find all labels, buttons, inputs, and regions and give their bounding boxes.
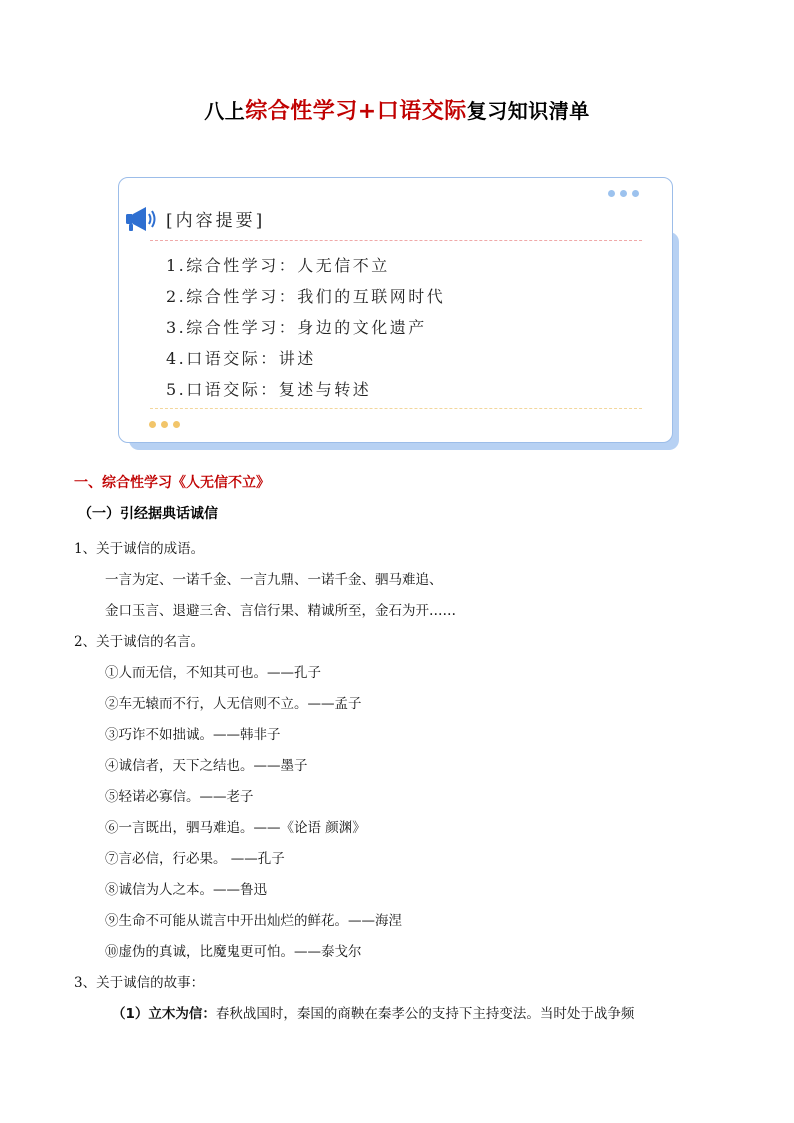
quote-item: ⑤轻诺必寡信。——老子 [105,789,254,805]
idioms-line: 金口玉言、退避三舍、言信行果、精诚所至，金石为开…… [105,603,456,619]
quote-item: ⑥一言既出，驷马难追。——《论语 颜渊》 [105,820,366,836]
megaphone-icon [124,204,158,234]
idioms-line: 一言为定、一诺千金、一言九鼎、一诺千金、驷马难追、 [105,572,443,588]
quote-item: ④诚信者，天下之结也。——墨子 [105,758,308,774]
summary-list [166,253,445,408]
dots-decoration-bottom [149,421,180,428]
dots-decoration-top [608,190,639,197]
summary-card-header: [内容提要] [166,211,266,231]
quote-item: ①人而无信，不知其可也。——孔子 [105,665,321,681]
story-label: （1）立木为信： [112,1006,216,1022]
sub-heading: （一）引经据典话诚信 [78,506,218,522]
stories-title: 3、关于诚信的故事： [74,975,205,991]
list-item: 2.综合性学习：我们的互联网时代 [166,287,446,306]
list-item: 3.综合性学习：身边的文化遗产 [166,318,427,337]
quote-item: ⑩虚伪的真诚，比魔鬼更可怕。——泰戈尔 [105,944,362,960]
page-title: 八上综合性学习+口语交际复习知识清单 [204,99,590,124]
story-item [112,1002,634,1022]
quote-item: ③巧诈不如拙诚。——韩非子 [105,727,281,743]
list-item: 5.口语交际：复述与转述 [166,380,372,399]
quote-item: ⑦言必信，行必果。 ——孔子 [105,851,285,867]
quotes-title: 2、关于诚信的名言。 [74,634,205,650]
section-heading: 一、综合性学习《人无信不立》 [74,475,270,491]
quote-item: ②车无辕而不行，人无信则不立。——孟子 [105,696,362,712]
divider-yellow-dashed [150,408,642,409]
list-item: 1.综合性学习：人无信不立 [166,256,390,275]
story-text: 春秋战国时，秦国的商鞅在秦孝公的支持下主持变法。当时处于战争频 [215,1006,635,1022]
divider-red-dashed [150,240,642,241]
quote-item: ⑨生命不可能从谎言中开出灿烂的鲜花。——海涅 [105,913,402,929]
quote-item: ⑧诚信为人之本。——鲁迅 [105,882,267,898]
list-item: 4.口语交际：讲述 [166,349,316,368]
idioms-title: 1、关于诚信的成语。 [74,541,205,557]
